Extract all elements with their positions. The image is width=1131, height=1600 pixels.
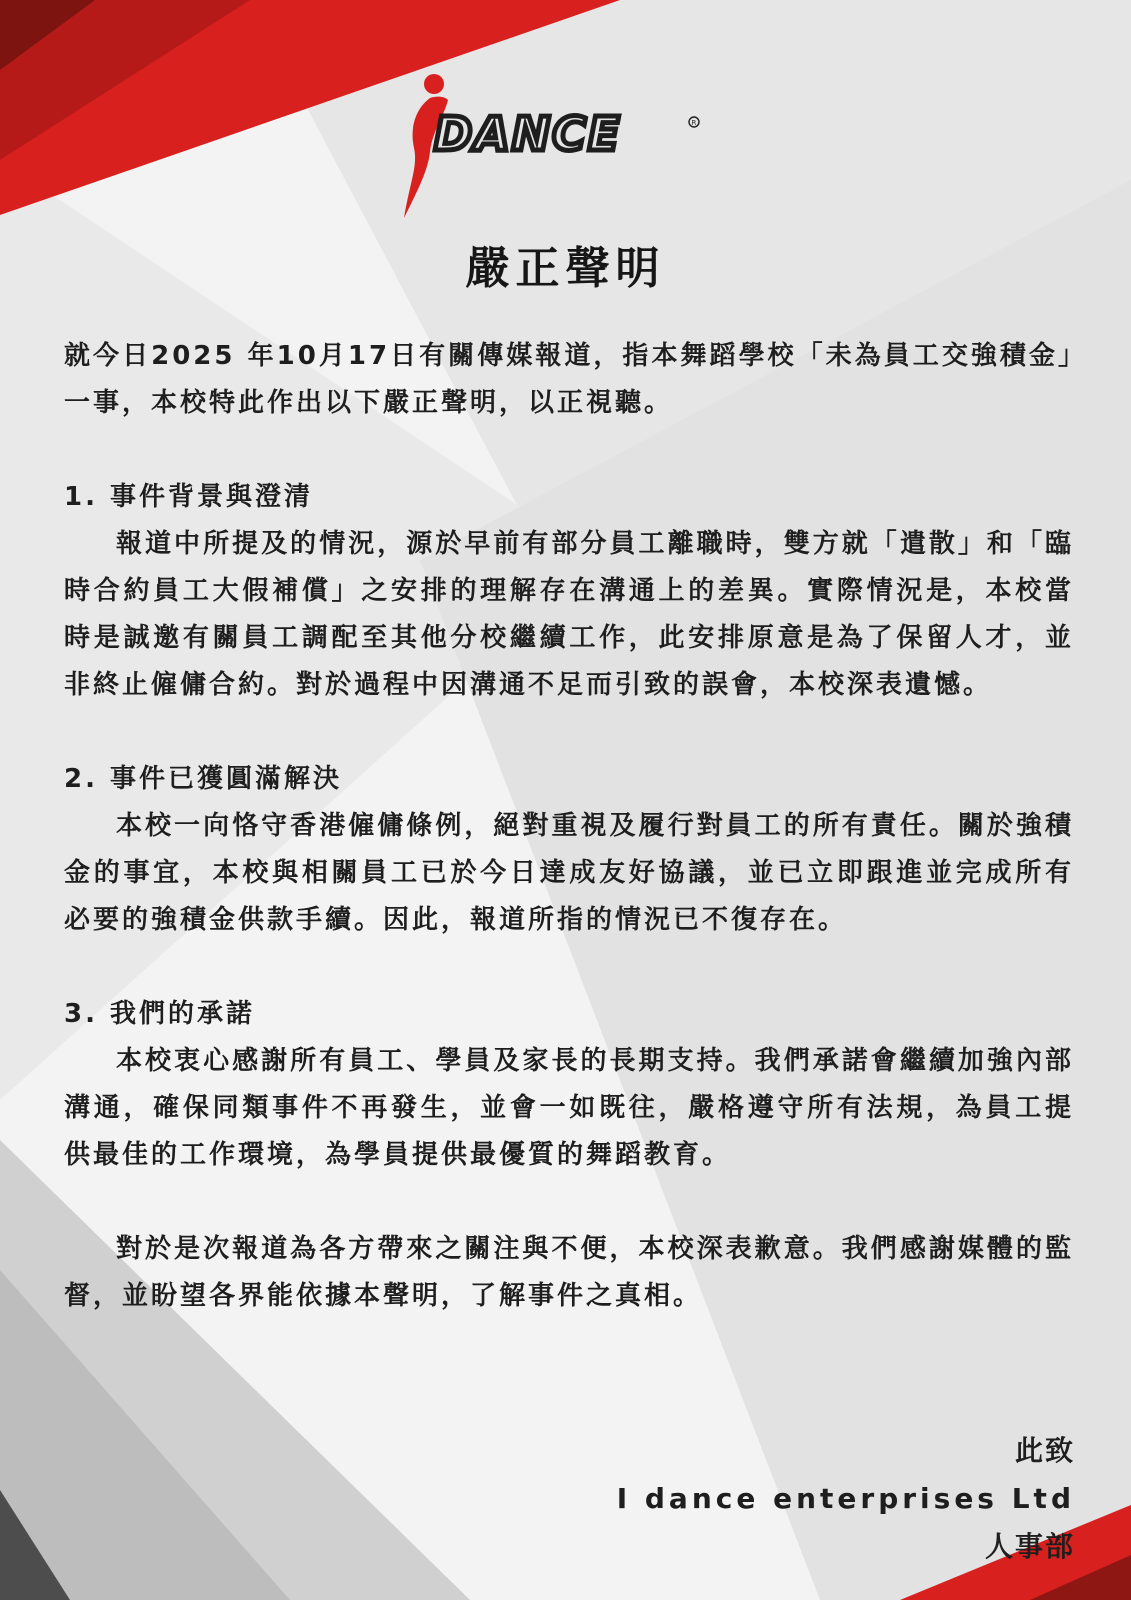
closing-paragraph: 對於是次報道為各方帶來之關注與不便，本校深表歉意。我們感謝媒體的監督，並盼望各界能依據本聲明，了解事件之真相。 (64, 1234, 1074, 1311)
intro-paragraph: 就今日2025 年10月17日有關傳媒報道，指本舞蹈學校「未為員工交強積金」一事，本校特此作出以下嚴正聲明，以正視聽。 (64, 341, 1074, 418)
section-3-heading: 3. 我們的承諾 (64, 999, 256, 1029)
section-2-heading: 2. 事件已獲圓滿解決 (64, 764, 343, 794)
statement-body (64, 333, 1074, 1320)
signature-block (617, 1427, 1075, 1571)
section-3-body: 本校衷心感謝所有員工、學員及家長的長期支持。我們承諾會繼續加強內部溝通，確保同類事件不再發生，並會一如既往，嚴格遵守所有法規，為員工提供最佳的工作環境，為學員提供最優質的舞蹈教育。 (64, 1046, 1074, 1170)
signature-department: 人事部 (984, 1530, 1075, 1563)
signature-salutation: 此致 (1014, 1434, 1075, 1467)
section-2-body: 本校一向恪守香港僱傭條例，絕對重視及履行對員工的所有責任。關於強積金的事宜，本校與相關員工已於今日達成友好協議，並已立即跟進並完成所有必要的強積金供款手續。因此，報道所指的情況已不復存在。 (64, 811, 1074, 935)
svg-text:R: R (691, 119, 697, 127)
section-1-heading: 1. 事件背景與澄清 (64, 482, 314, 512)
svg-text:DANCE: DANCE (434, 107, 622, 161)
idance-logo (400, 70, 720, 220)
signature-company: I dance enterprises Ltd (616, 1482, 1075, 1515)
page-title: 嚴正聲明 (465, 243, 666, 294)
section-1-body: 報道中所提及的情況，源於早前有部分員工離職時，雙方就「遣散」和「臨時合約員工大假補償」之安排的理解存在溝通上的差異。實際情況是，本校當時是誠邀有關員工調配至其他分校繼續工作，此安排原意是為了保留人才，並非終止僱傭合約。對於過程中因溝通不足而引致的誤會，本校深表遺憾。 (64, 529, 1074, 700)
